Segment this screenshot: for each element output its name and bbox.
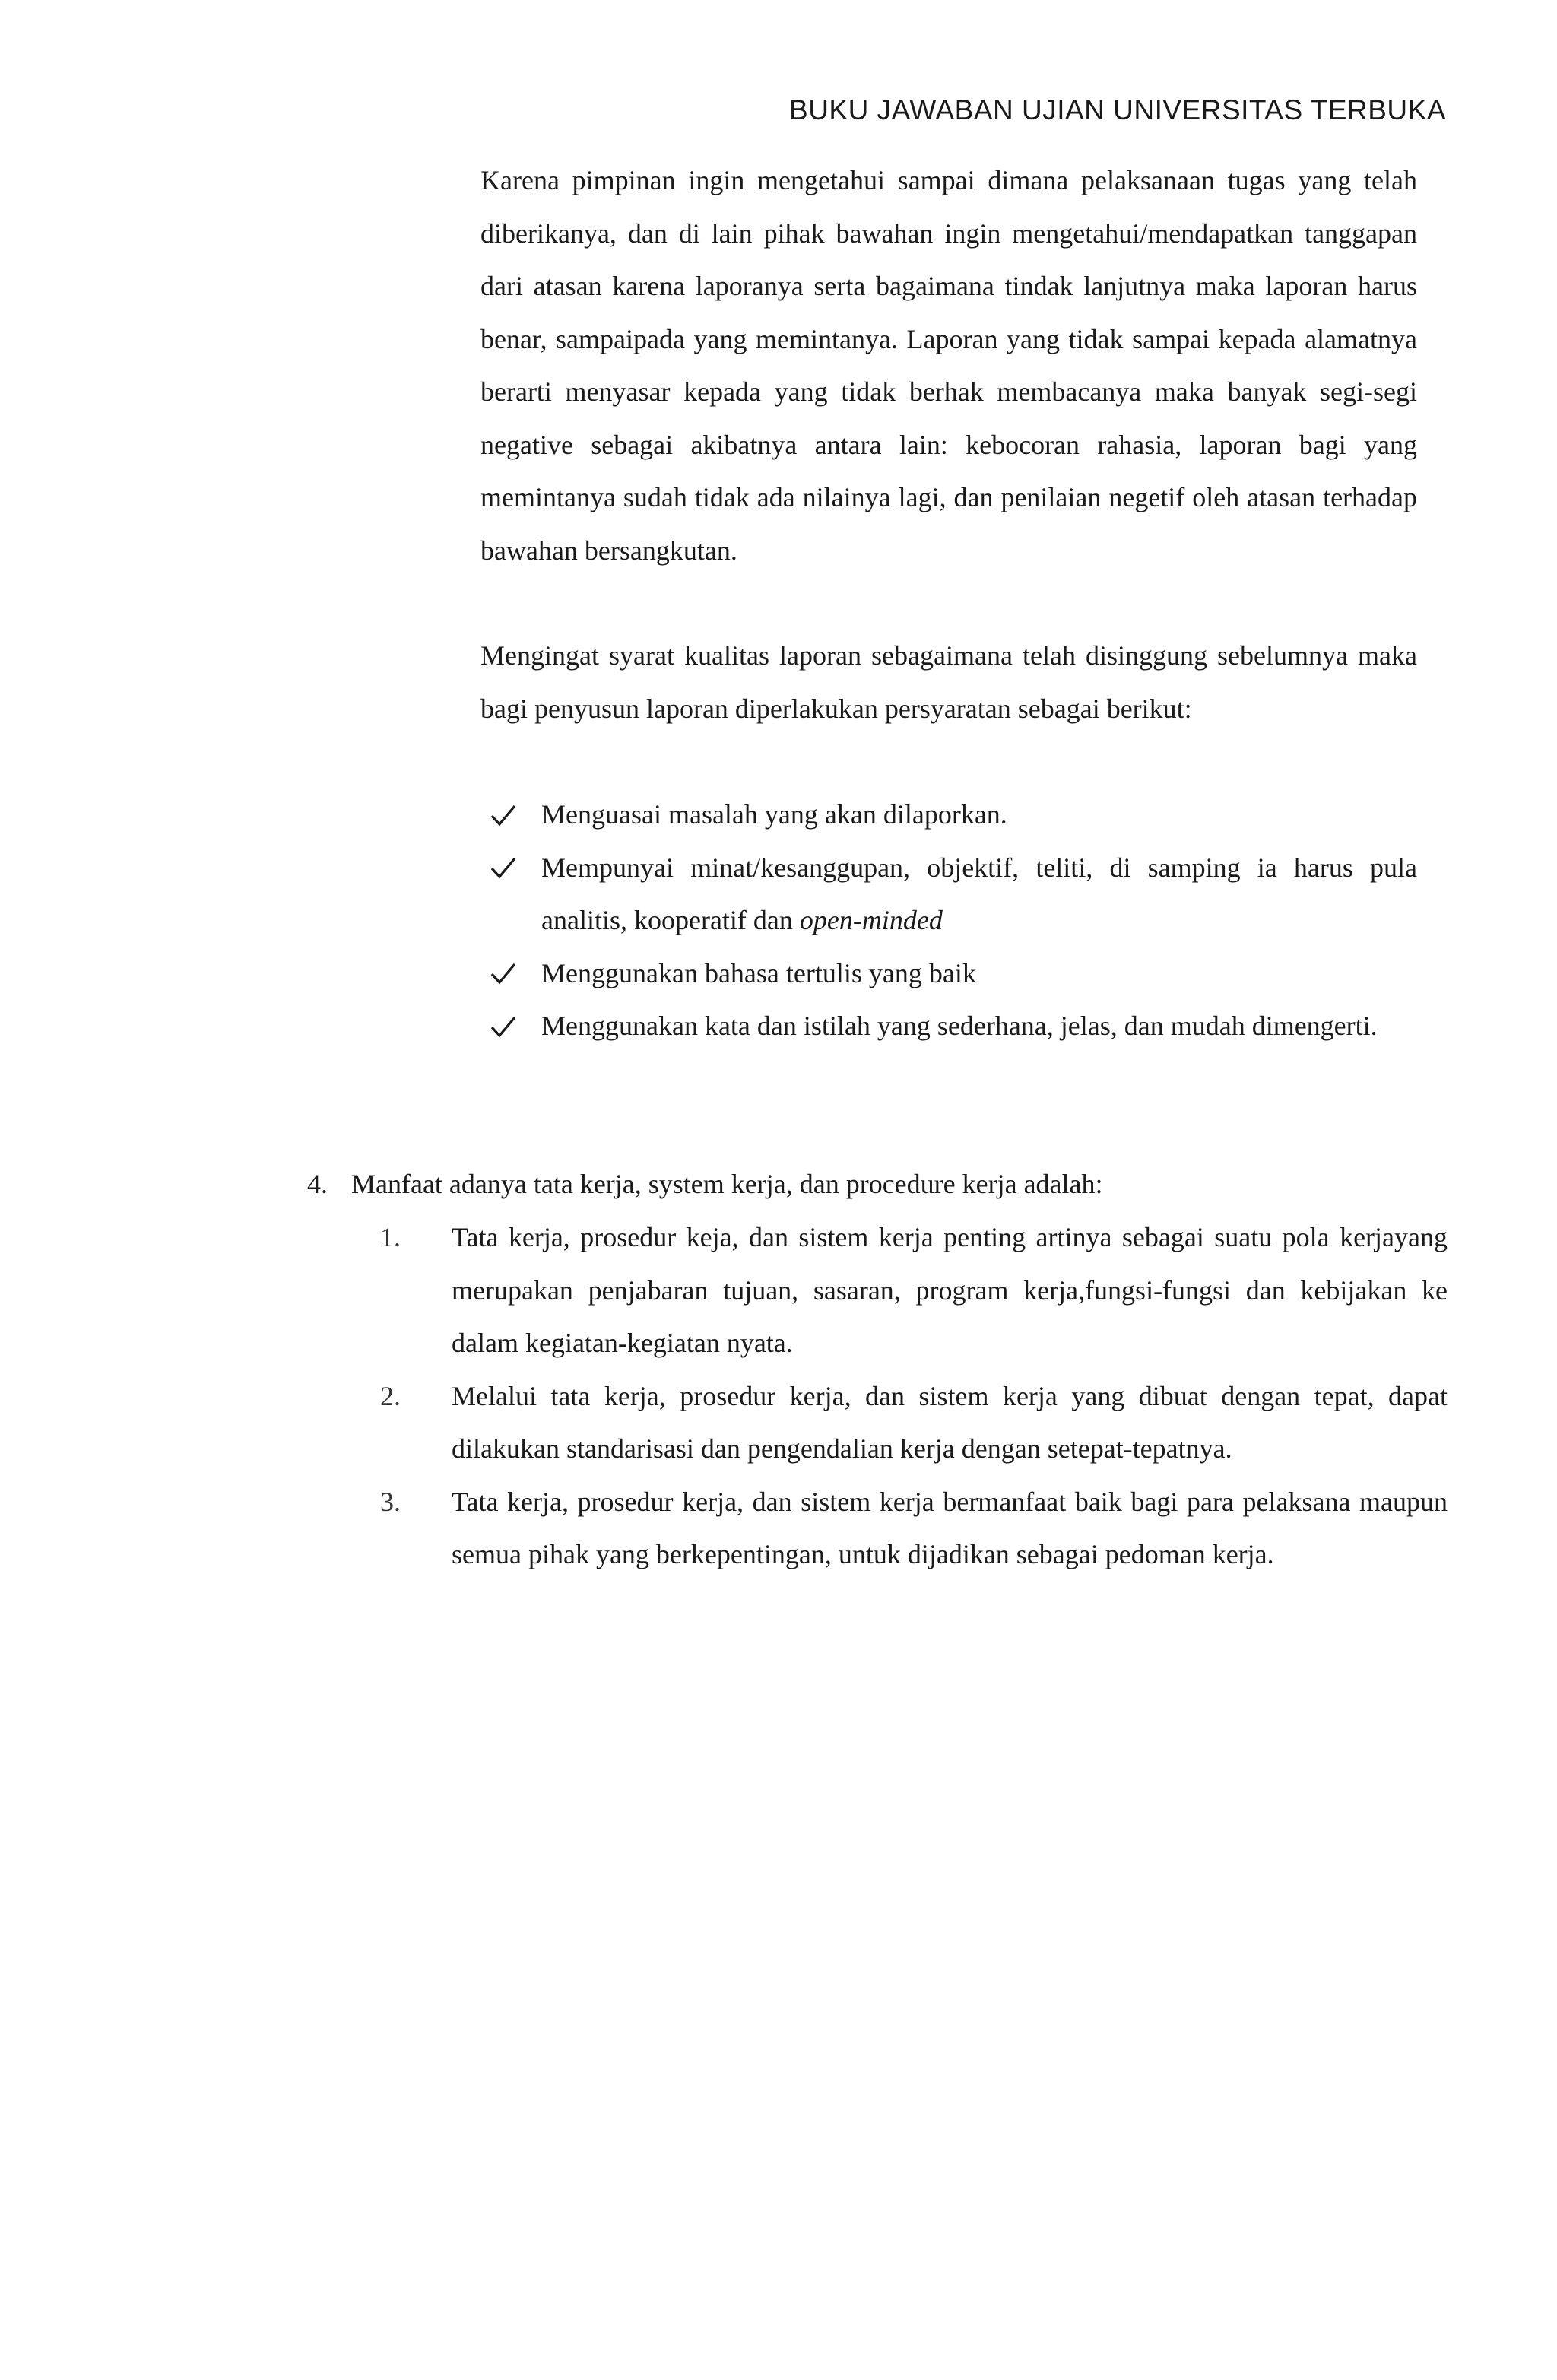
checklist-item [480,789,1417,842]
checklist-item [480,1000,1417,1053]
requirements-checklist [480,789,1417,1053]
checklist-item [480,842,1417,947]
answer-item-text: Tata kerja, prosedur keja, dan sistem kerja penting artinya sebagai suatu pola kerjayang merupakan penjabaran tujuan, sasaran, program kerja,fungsi-fungsi dan kebijakan ke dalam kegiatan-kegiatan nyata. [452,1222,1448,1358]
checklist-item [480,947,1417,1001]
page-header-title: BUKU JAWABAN UJIAN UNIVERSITAS TERBUKA [789,94,1446,125]
checklist-item-text: Menggunakan kata dan istilah yang sederhana, jelas, dan mudah dimengerti. [541,1011,1378,1041]
question-title: Manfaat adanya tata kerja, system kerja, dan procedure kerja adalah: [351,1169,1103,1199]
checklist-item-text: Mempunyai minat/kesanggupan, objektif, teliti, di samping ia harus pula analitis, kooperatif dan [541,852,1417,935]
question-4-answer-list [380,1211,1448,1582]
answer-item-number: 1. [380,1222,401,1252]
question-number: 4. [307,1169,328,1199]
answer-item-number: 3. [380,1486,401,1517]
answer-item-text: Melalui tata kerja, prosedur kerja, dan sistem kerja yang dibuat dengan tepat, dapat dilakukan standarisasi dan pengendalian kerja dengan setepat-tepatnya. [452,1380,1448,1464]
checkmark-icon [488,789,518,842]
checkmark-icon [488,842,518,895]
checklist-item-text: Menggunakan bahasa tertulis yang baik [541,957,976,988]
checklist-item-italic: open-minded [799,905,943,935]
question-4-heading [307,1158,1448,1211]
checkmark-icon [488,947,518,1001]
paragraph-2: Mengingat syarat kualitas laporan sebagaimana telah disinggung sebelumnya maka bagi penyusun laporan diperlakukan persyaratan sebagai berikut: [480,640,1417,724]
answer-item [380,1370,1448,1476]
paragraph-1: Karena pimpinan ingin mengetahui sampai dimana pelaksanaan tugas yang telah diberikanya, dan di lain pihak bawahan ingin mengetahui/mendapatkan tanggapan dari atasan karena laporanya serta bagaimana tindak lanjutnya maka laporan harus benar, sampaipada yang memintanya. Laporan yang tidak sampai kepada alamatnya berarti menyasar kepada yang tidak berhak membacanya maka banyak segi-segi negative sebagai akibatnya antara lain: kebocoran rahasia, laporan bagi yang memintanya sudah tidak ada nilainya lagi, dan penilaian negetif oleh atasan terhadap bawahan bersangkutan. [480,165,1417,566]
answer-item-number: 2. [380,1380,401,1411]
answer-item [380,1476,1448,1582]
checkmark-icon [488,1000,518,1053]
checklist-item-text: Menguasai masalah yang akan dilaporkan. [541,799,1007,830]
answer-item-text: Tata kerja, prosedur kerja, dan sistem kerja bermanfaat baik bagi para pelaksana maupun semua pihak yang berkepentingan, untuk dijadikan sebagai pedoman kerja. [452,1486,1448,1569]
answer-item [380,1211,1448,1370]
